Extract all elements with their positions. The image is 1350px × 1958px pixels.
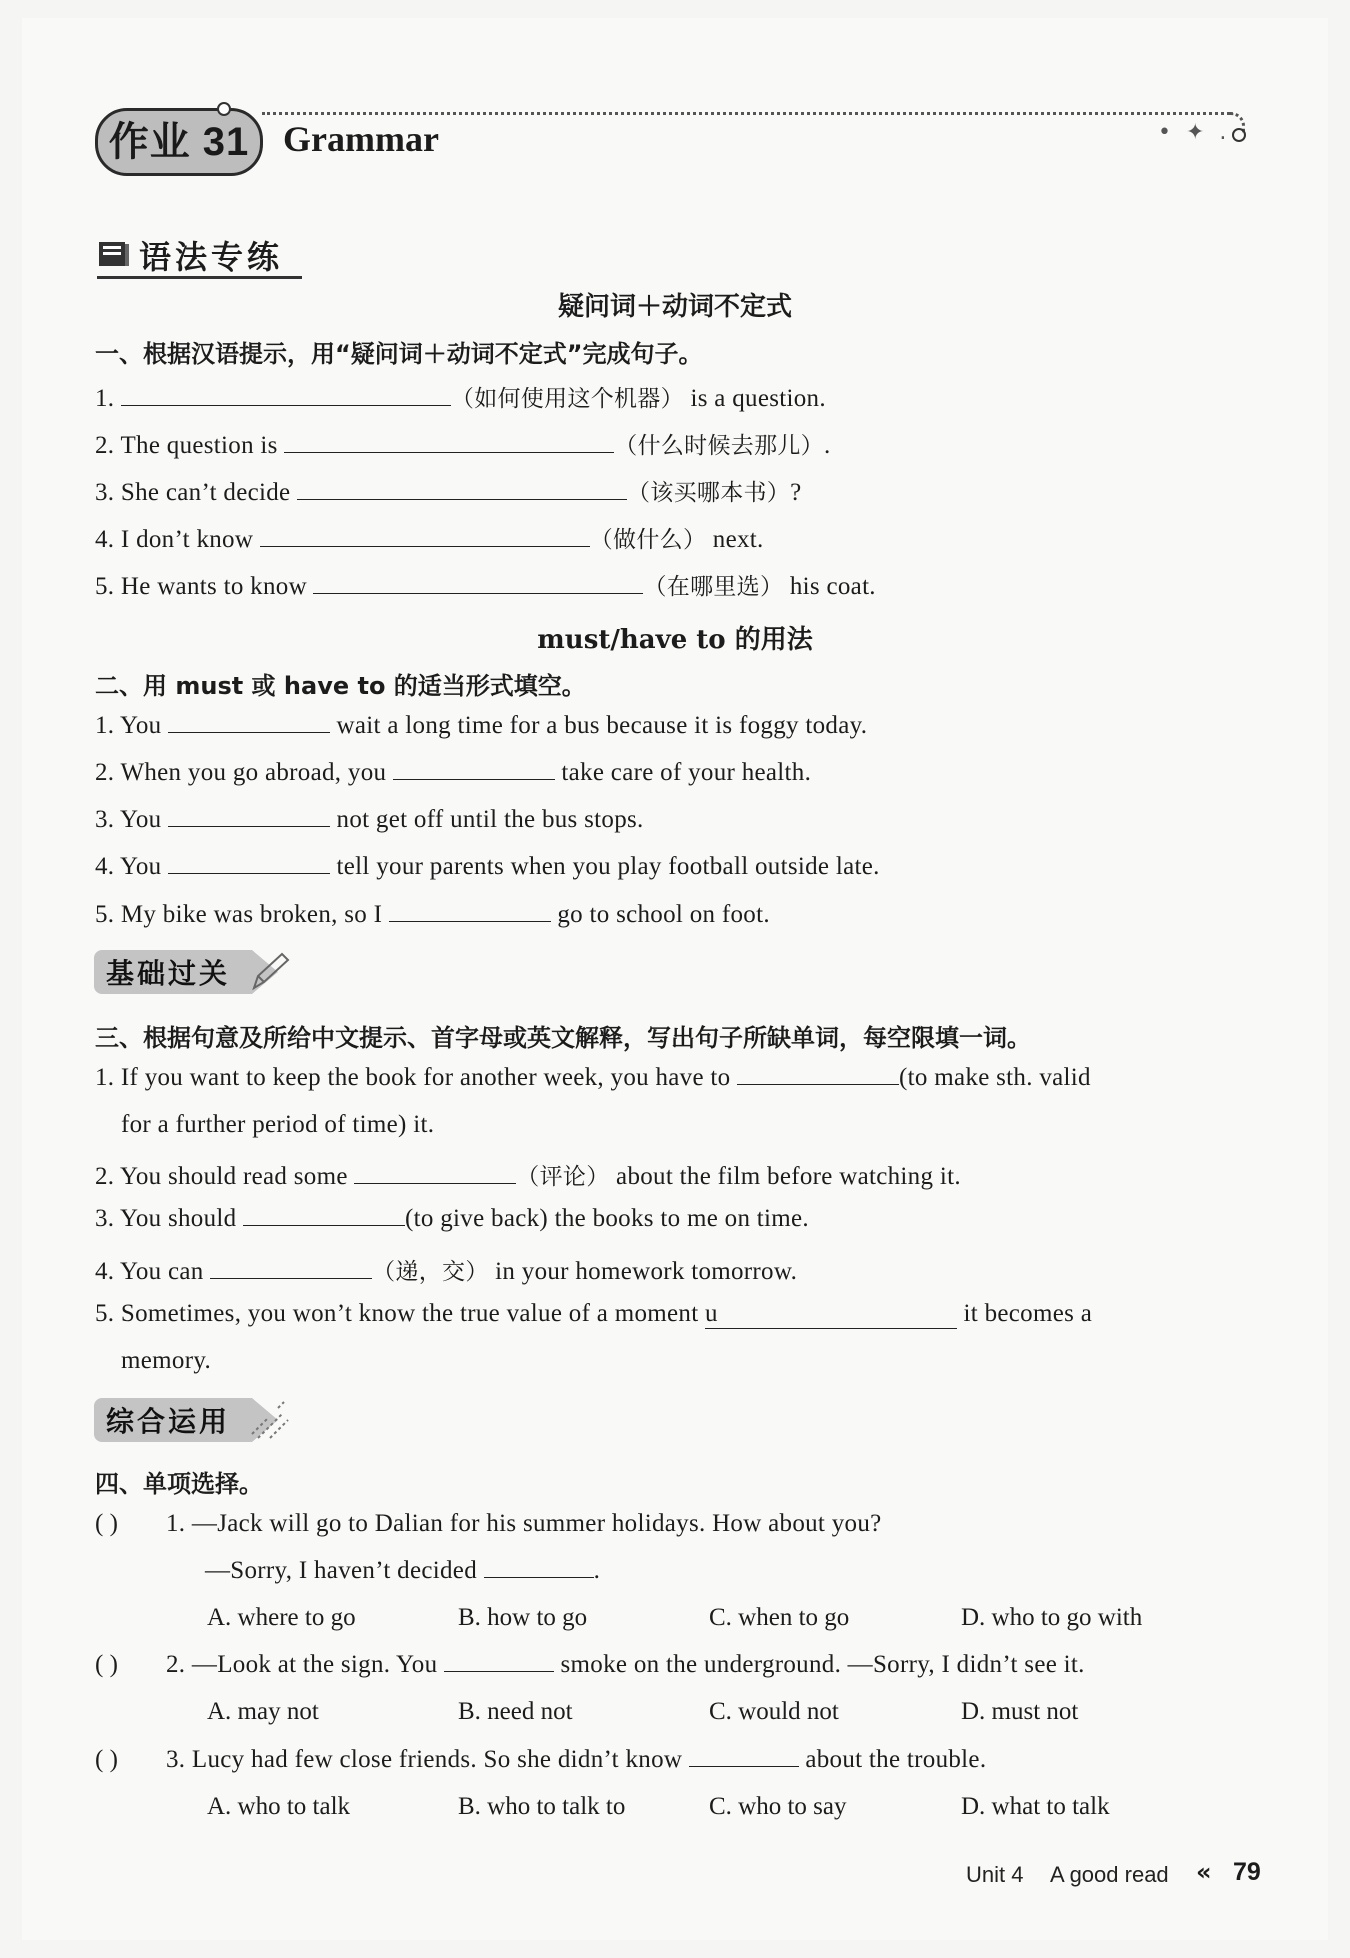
footer-unit: Unit 4: [966, 1862, 1024, 1887]
q1-option-a[interactable]: A. where to go: [207, 1604, 356, 1631]
q2-line: 2. —Look at the sign. You smoke on the underground. —Sorry, I didn’t see it.: [166, 1651, 1085, 1678]
q2-option-b[interactable]: B. need not: [458, 1698, 573, 1725]
part1-item-5: 5. He wants to know （在哪里选） his coat.: [95, 573, 876, 600]
page-number: 79: [1233, 1858, 1261, 1886]
q3-option-d[interactable]: D. what to talk: [961, 1793, 1110, 1820]
answer-blank[interactable]: [168, 712, 330, 733]
part1-item-4: 4. I don’t know （做什么） next.: [95, 526, 764, 553]
q3-line: 3. Lucy had few close friends. So she didn’t know about the trouble.: [166, 1746, 987, 1773]
topic-heading-2: must/have to 的用法: [537, 625, 813, 655]
answer-blank[interactable]: [297, 479, 627, 500]
q2-option-c[interactable]: C. would not: [709, 1698, 839, 1725]
answer-blank[interactable]: [210, 1258, 372, 1279]
answer-paren-3[interactable]: ( ): [95, 1746, 118, 1773]
answer-blank[interactable]: [689, 1746, 799, 1767]
q2-option-a[interactable]: A. may not: [207, 1698, 319, 1725]
part1-item-1: 1. （如何使用这个机器） is a question.: [95, 385, 826, 412]
badge-dot-decoration: [217, 102, 231, 116]
part2-item-5: 5. My bike was broken, so I go to school on foot.: [95, 901, 770, 928]
q3-option-a[interactable]: A. who to talk: [207, 1793, 351, 1820]
q1-option-d[interactable]: D. who to go with: [961, 1604, 1143, 1631]
header-end-circle: [1232, 128, 1246, 142]
answer-paren-2[interactable]: ( ): [95, 1651, 118, 1678]
q3-option-c[interactable]: C. who to say: [709, 1793, 847, 1820]
homework-badge: 作业 31: [95, 108, 263, 176]
section-underline: [97, 276, 302, 279]
answer-blank[interactable]: [354, 1163, 516, 1184]
part2-item-3: 3. You not get off until the bus stops.: [95, 806, 644, 833]
part2-item-2: 2. When you go abroad, you take care of your health.: [95, 759, 812, 786]
part2-instruction: 二、用 must 或 have to 的适当形式填空。: [95, 672, 586, 700]
answer-blank[interactable]: [313, 573, 643, 594]
part3-item-1-cont: for a further period of time) it.: [121, 1111, 435, 1138]
part3-instruction: 三、根据句意及所给中文提示、首字母或英文解释，写出句子所缺单词，每空限填一词。: [95, 1024, 1031, 1052]
part3-item-2: 2. You should read some （评论） about the film before watching it.: [95, 1163, 961, 1190]
footer-title: A good read: [1050, 1862, 1169, 1887]
part1-item-2: 2. The question is （什么时候去那儿）.: [95, 432, 831, 459]
q1-option-c[interactable]: C. when to go: [709, 1604, 850, 1631]
section-label: 语法专练: [139, 238, 284, 276]
part2-item-4: 4. You tell your parents when you play football outside late.: [95, 853, 880, 880]
part3-item-4: 4. You can （递，交） in your homework tomorrow.: [95, 1258, 798, 1285]
part3-item-3: 3. You should (to give back) the books to me on time.: [95, 1205, 809, 1232]
answer-blank[interactable]: [168, 806, 330, 827]
page-title: Grammar: [283, 119, 439, 159]
answer-blank[interactable]: [737, 1064, 899, 1085]
sparkle-lines-icon: [248, 1398, 292, 1442]
part2-item-1: 1. You wait a long time for a bus because it is foggy today.: [95, 712, 868, 739]
q1-line2: —Sorry, I haven’t decided .: [205, 1557, 601, 1584]
part3-item-1: 1. If you want to keep the book for another week, you have to (to make sth. valid: [95, 1064, 1091, 1091]
part4-instruction: 四、单项选择。: [95, 1470, 263, 1498]
answer-blank[interactable]: [168, 853, 330, 874]
section-banner-basics: 基础过关: [94, 950, 252, 994]
answer-blank[interactable]: [389, 901, 551, 922]
book-icon: [97, 238, 131, 270]
q1-line1: 1. —Jack will go to Dalian for his summer holidays. How about you?: [166, 1510, 882, 1537]
sparkle-icon: • ✦ .: [1158, 120, 1231, 145]
q2-option-d[interactable]: D. must not: [961, 1698, 1079, 1725]
double-chevron-left-icon: «: [1196, 1858, 1212, 1886]
answer-blank[interactable]: [484, 1557, 594, 1578]
answer-blank[interactable]: [444, 1651, 554, 1672]
answer-blank[interactable]: u: [705, 1300, 957, 1329]
q3-option-b[interactable]: B. who to talk to: [458, 1793, 626, 1820]
section-banner-comprehensive: 综合运用: [94, 1398, 252, 1442]
header-dotted-line: [262, 112, 1230, 115]
part3-item-5: 5. Sometimes, you won’t know the true value of a moment u it becomes a: [95, 1300, 1093, 1327]
q1-option-b[interactable]: B. how to go: [458, 1604, 588, 1631]
answer-blank[interactable]: [284, 432, 614, 453]
topic-heading-1: 疑问词＋动词不定式: [557, 292, 792, 322]
part1-item-3: 3. She can’t decide （该买哪本书）?: [95, 479, 802, 506]
answer-blank[interactable]: [393, 759, 555, 780]
answer-blank[interactable]: [243, 1205, 405, 1226]
pencil-icon: [248, 950, 292, 994]
part1-instruction: 一、根据汉语提示，用“疑问词＋动词不定式”完成句子。: [95, 340, 703, 368]
answer-paren-1[interactable]: ( ): [95, 1510, 118, 1537]
answer-blank[interactable]: [260, 526, 590, 547]
answer-blank[interactable]: [121, 385, 451, 406]
part3-item-5-cont: memory.: [121, 1347, 212, 1374]
